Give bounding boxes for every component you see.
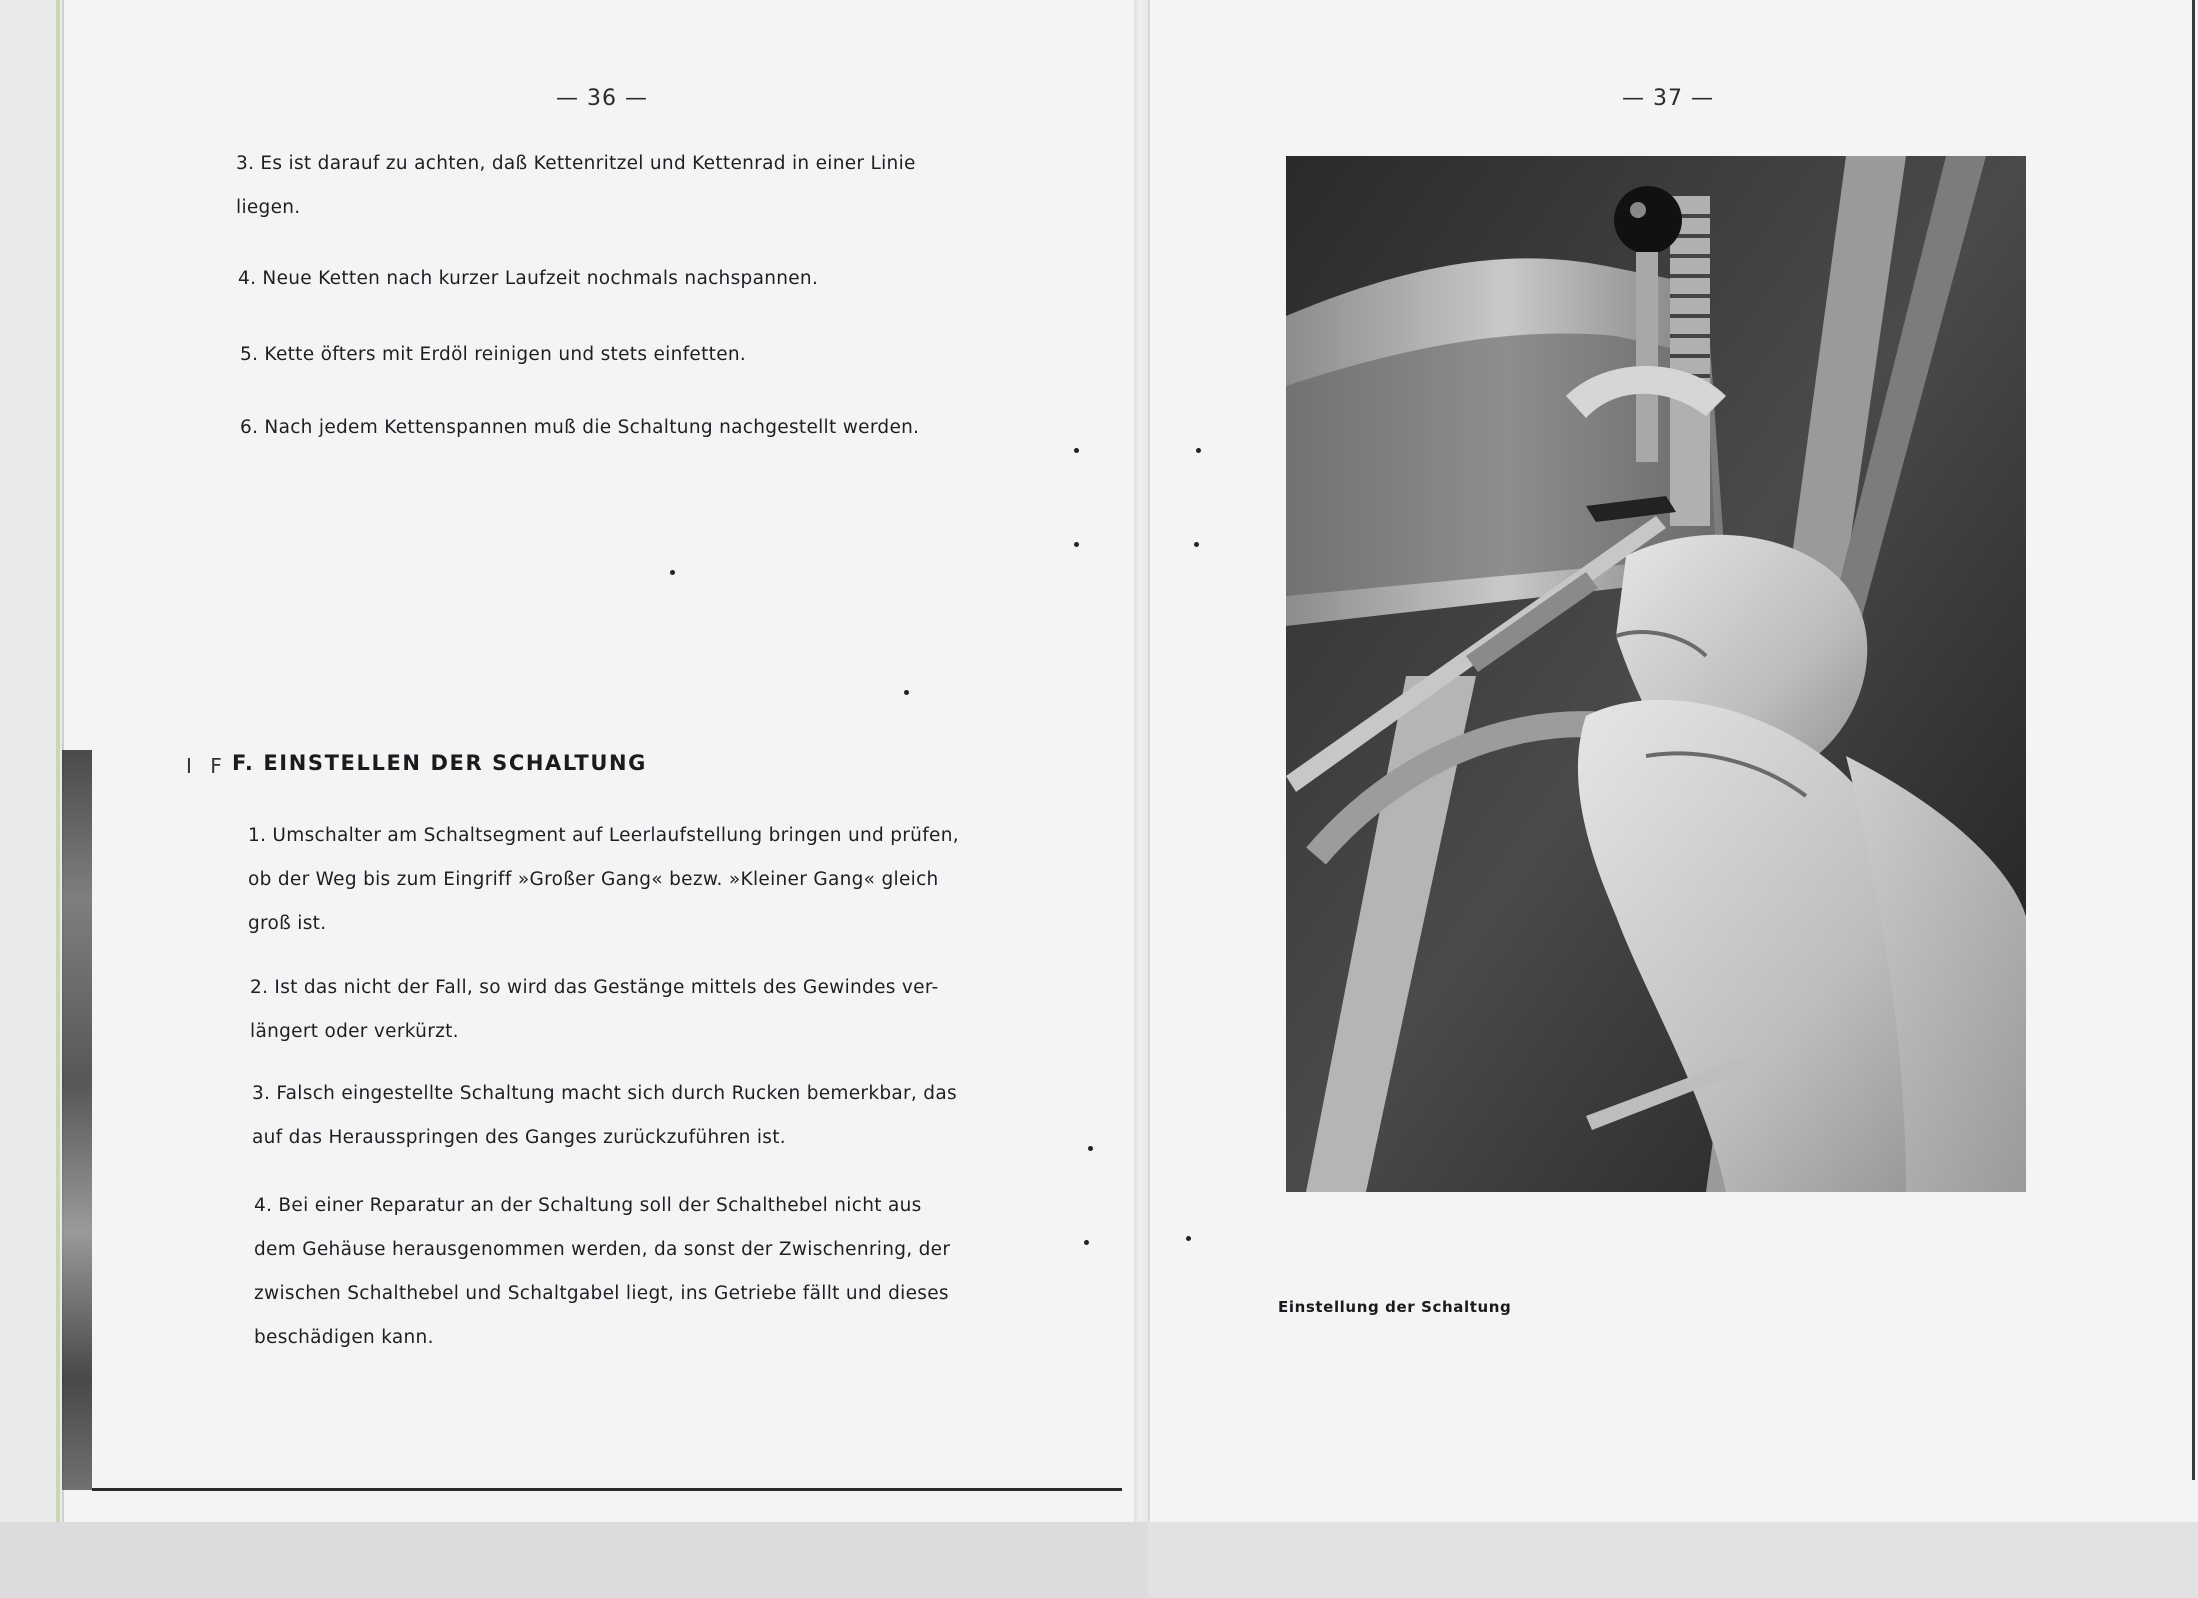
right-page-edge <box>2192 0 2195 1480</box>
left-bottom-margin <box>0 1522 1148 1598</box>
section-item-1-line-1: 1. Umschalter am Schaltsegment auf Leerlaufstellung bringen und prüfen, <box>248 825 959 846</box>
speck <box>904 690 909 695</box>
page-number-right: — 37 — <box>1622 86 1714 111</box>
photo-shift-adjustment <box>1286 156 2026 1192</box>
section-item-4-line-4: beschädigen kann. <box>254 1327 434 1348</box>
item-3-line-1: 3. Es ist darauf zu achten, daß Kettenritzel und Kettenrad in einer Linie <box>236 153 916 174</box>
photo-caption: Einstellung der Schaltung <box>1278 1298 1512 1316</box>
section-item-1 <box>248 814 1008 946</box>
item-5-chain-cleaning: 5. Kette öfters mit Erdöl reinigen und stets einfetten. <box>240 344 747 365</box>
speck <box>1074 448 1079 453</box>
section-item-4 <box>254 1184 1014 1360</box>
margin-section-mark: I F <box>186 754 228 778</box>
speck <box>1084 1240 1089 1245</box>
section-heading: F. EINSTELLEN DER SCHALTUNG <box>232 751 647 775</box>
section-item-1-line-2: ob der Weg bis zum Eingriff »Großer Gang« bezw. »Kleiner Gang« gleich <box>248 869 939 890</box>
photo-drawing <box>1286 156 2026 1192</box>
section-item-1-line-3: groß ist. <box>248 913 327 934</box>
speck <box>1196 448 1201 453</box>
item-3-chain-alignment <box>236 142 996 230</box>
book-gutter <box>1134 0 1148 1522</box>
section-item-2-line-2: längert oder verkürzt. <box>250 1021 459 1042</box>
section-item-3-line-2: auf das Herausspringen des Ganges zurückzuführen ist. <box>252 1127 786 1148</box>
left-bottom-rule <box>92 1488 1122 1491</box>
right-bottom-margin <box>1148 1522 2198 1598</box>
section-item-2-line-1: 2. Ist das nicht der Fall, so wird das Gestänge mittels des Gewindes ver- <box>250 977 939 998</box>
speck <box>670 570 675 575</box>
section-item-4-line-2: dem Gehäuse herausgenommen werden, da sonst der Zwischenring, der <box>254 1239 951 1260</box>
left-edge-dark-strip <box>62 750 92 1490</box>
page-edge-tint <box>56 0 60 1522</box>
section-item-2 <box>250 966 1010 1054</box>
item-3-line-2: liegen. <box>236 197 301 218</box>
section-item-3 <box>252 1072 1012 1160</box>
speck <box>1186 1236 1191 1241</box>
section-item-3-line-1: 3. Falsch eingestellte Schaltung macht sich durch Rucken bemerkbar, das <box>252 1083 957 1104</box>
item-6-readjust-shift: 6. Nach jedem Kettenspannen muß die Schaltung nachgestellt werden. <box>240 417 920 438</box>
speck <box>1074 542 1079 547</box>
section-item-4-line-3: zwischen Schalthebel und Schaltgabel liegt, ins Getriebe fällt und dieses <box>254 1283 949 1304</box>
page-number-left: — 36 — <box>556 86 648 111</box>
speck <box>1194 542 1199 547</box>
section-item-4-line-1: 4. Bei einer Reparatur an der Schaltung soll der Schalthebel nicht aus <box>254 1195 922 1216</box>
item-4-new-chains: 4. Neue Ketten nach kurzer Laufzeit nochmals nachspannen. <box>238 268 819 289</box>
speck <box>1088 1146 1093 1151</box>
